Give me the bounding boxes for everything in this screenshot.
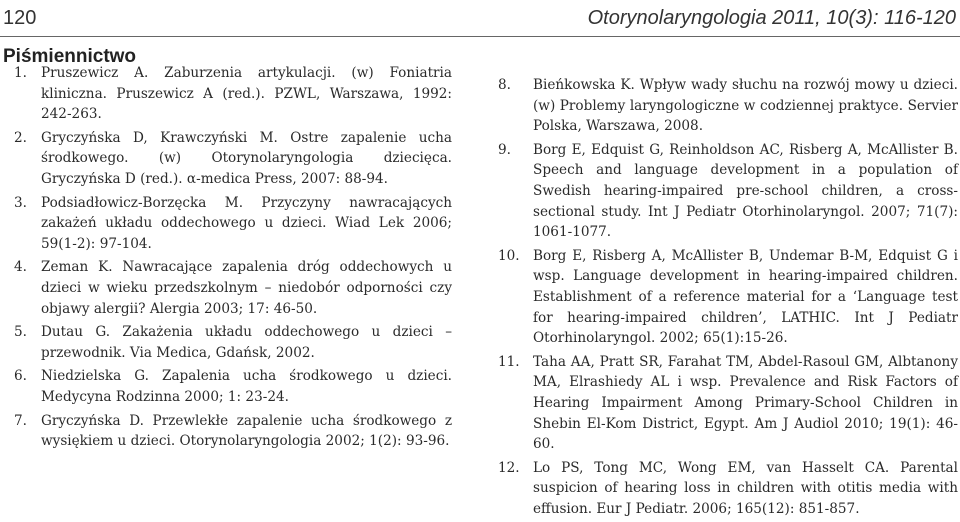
reference-number: 3. bbox=[14, 194, 27, 211]
reference-text: Gryczyńska D, Krawczyński M. Ostre zapalenie ucha środkowego. (w) Otorynolaryngologia dziecięca. Gryczyńska D (red.). α-medica Press, 2007: 88-94. bbox=[41, 129, 452, 187]
reference-number: 5. bbox=[14, 324, 27, 341]
section-title: Piśmiennictwo bbox=[3, 46, 137, 67]
reference-number: 12. bbox=[498, 459, 520, 476]
page-header bbox=[0, 0, 960, 36]
page-number: 120 bbox=[3, 6, 37, 29]
reference-number: 9. bbox=[498, 141, 511, 158]
reference-number: 2. bbox=[14, 129, 27, 146]
reference-item bbox=[14, 366, 452, 407]
reference-item bbox=[14, 128, 452, 190]
reference-number: 7. bbox=[14, 412, 27, 429]
reference-text: Zeman K. Nawracające zapalenia dróg oddechowych u dzieci w wieku przedszkolnym – niedobór odporności czy objawy alergii? Alergia 2003; 17: 46-50. bbox=[41, 259, 452, 317]
header-rule bbox=[0, 36, 960, 37]
reference-text: Niedzielska G. Zapalenia ucha środkowego u dzieci. Medycyna Rodzinna 2000; 1: 23-24. bbox=[41, 368, 452, 405]
journal-citation: Otorynolaryngologia 2011, 10(3): 116-120 bbox=[587, 6, 956, 29]
reference-item bbox=[498, 140, 958, 243]
reference-text: Borg E, Edquist G, Reinholdson AC, Risberg A, McAllister B. Speech and language development in a population of Swedish hearing-impaired pre-school children, a cross-sectional study. Int J Pediatr Otorhinolaryngol. 2007; 71(7): 1061-1077. bbox=[533, 141, 958, 241]
reference-item bbox=[14, 257, 452, 319]
reference-item bbox=[498, 75, 958, 137]
reference-item bbox=[14, 193, 452, 255]
reference-number: 10. bbox=[498, 247, 520, 264]
reference-text: Bieńkowska K. Wpływ wady słuchu na rozwój mowy u dzieci. (w) Problemy laryngologiczne w codziennej praktyce. Servier Polska, Warszawa, 2008. bbox=[533, 77, 958, 135]
reference-text: Podsiadłowicz-Borzęcka M. Przyczyny nawracających zakażeń układu oddechowego u dzieci. Wiad Lek 2006; 59(1-2): 97-104. bbox=[41, 194, 452, 252]
references-left-column bbox=[14, 63, 452, 455]
reference-item bbox=[498, 352, 958, 455]
reference-text: Lo PS, Tong MC, Wong EM, van Hasselt CA. Parental suspicion of hearing loss in children with otitis media with effusion. Eur J Pediatr. 2006; 165(12): 851-857. bbox=[533, 459, 958, 517]
reference-number: 11. bbox=[498, 353, 520, 370]
reference-item bbox=[14, 322, 452, 363]
reference-number: 6. bbox=[14, 368, 27, 385]
reference-text: Pruszewicz A. Zaburzenia artykulacji. (w) Foniatria kliniczna. Pruszewicz A (red.). PZWL, Warszawa, 1992: 242-263. bbox=[41, 65, 452, 123]
references-right-column bbox=[498, 75, 958, 522]
reference-item bbox=[14, 63, 452, 125]
reference-item bbox=[498, 246, 958, 349]
reference-number: 8. bbox=[498, 77, 511, 93]
reference-number: 1. bbox=[14, 65, 27, 81]
reference-item bbox=[14, 411, 452, 452]
reference-text: Taha AA, Pratt SR, Farahat TM, Abdel-Rasoul GM, Albtanony MA, Elrashiedy AL i wsp. Prevalence and Risk Factors of Hearing Impairment Among Primary-School Children in Shebin El-Kom District, Egypt. Am J Audiol 2010; 19(1): 46-60. bbox=[533, 353, 958, 453]
reference-text: Borg E, Risberg A, McAllister B, Undemar B-M, Edquist G i wsp. Language development in hearing-impaired children. Establishment of a reference material for a ‘Language test for hearing-impaired children’, LATHIC. Int J Pediatr Otorhinolaryngol. 2002; 65(1):15-26. bbox=[533, 247, 958, 347]
reference-text: Dutau G. Zakażenia układu oddechowego u dzieci – przewodnik. Via Medica, Gdańsk, 2002. bbox=[41, 324, 452, 361]
reference-number: 4. bbox=[14, 259, 27, 276]
reference-text: Gryczyńska D. Przewlekłe zapalenie ucha środkowego z wysiękiem u dzieci. Otorynolaryngologia 2002; 1(2): 93-96. bbox=[41, 412, 452, 450]
reference-item bbox=[498, 458, 958, 520]
